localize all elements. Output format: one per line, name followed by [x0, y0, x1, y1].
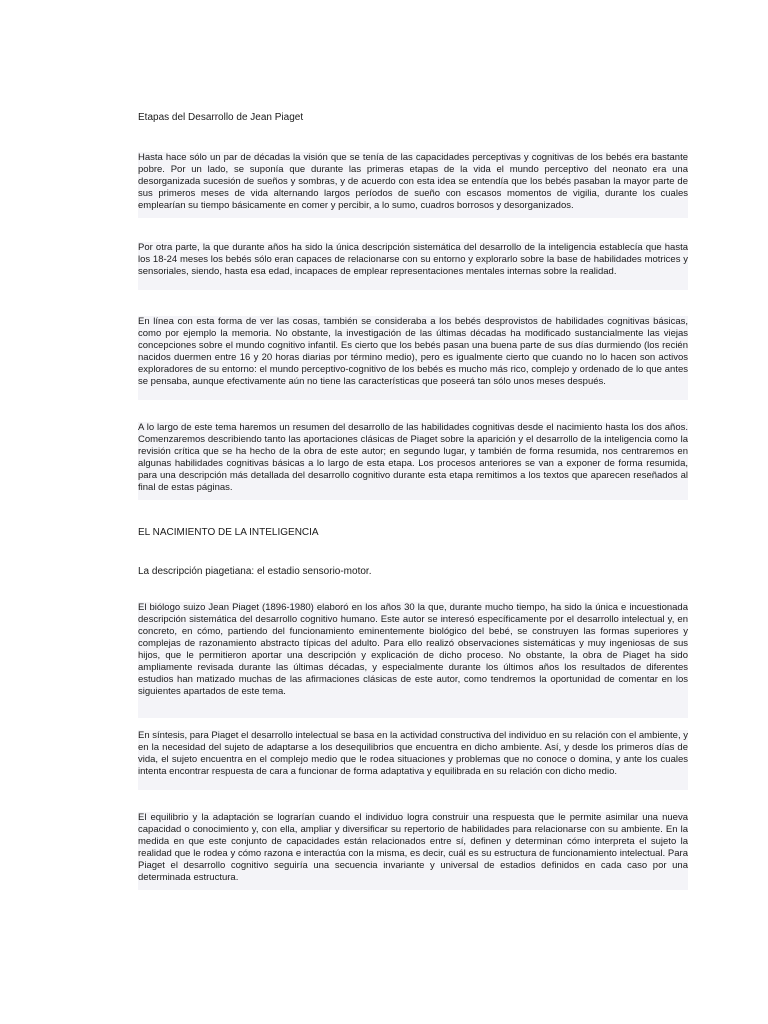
- paragraph-2: Por otra parte, la que durante años ha sido la única descripción sistemática del desarrollo de la inteligencia establecía que hasta los 18-24 meses los bebés sólo eran capaces de relacionarse con su entorno y explorarlo sobre la base de habilidades motrices y sensoriales, siendo, hasta esa edad, incapaces de emplear representaciones mentales internas sobre la realidad.: [138, 242, 688, 290]
- subheading: La descripción piagetiana: el estadio sensorio-motor.: [138, 566, 372, 577]
- section-heading: EL NACIMIENTO DE LA INTELIGENCIA: [138, 527, 319, 538]
- section-paragraph-2: En síntesis, para Piaget el desarrollo intelectual se basa en la actividad constructiva del individuo en su relación con el ambiente, y en la necesidad del sujeto de adaptarse a los desequilibrios que encuentra en dicho ambiente. Así, y desde los primeros días de vida, el sujeto encuentra en el complejo medio que le rodea situaciones y problemas que no conoce o domina, y ante los cuales intenta encontrar respuesta de cara a funcionar de forma adaptativa y equilibrada en su relación con dicho medio.: [138, 730, 688, 790]
- paragraph-4: A lo largo de este tema haremos un resumen del desarrollo de las habilidades cognitivas desde el nacimiento hasta los dos años. Comenzaremos describiendo tanto las aportaciones clásicas de Piaget sobre la aparición y el desarrollo de la inteligencia como la revisión crítica que se ha hecho de la obra de este autor; en segundo lugar, y también de forma resumida, nos centraremos en algunas habilidades cognitivas básicas a lo largo de esta etapa. Los procesos anteriores se van a exponer de forma resumida, para una descripción más detallada del desarrollo cognitivo durante esta etapa remitimos a los textos que aparecen reseñados al final de estas páginas.: [138, 422, 688, 500]
- section-paragraph-3: El equilibrio y la adaptación se lograrían cuando el individuo logra construir una respuesta que le permite asimilar una nueva capacidad o conocimiento y, con ella, ampliar y diversificar su repertorio de habilidades para relacionarse con su ambiente. En la medida en que este conjunto de capacidades están relacionados entre sí, definen y determinan cómo interpreta el sujeto la realidad que le rodea y cómo razona e interactúa con la misma, es decir, cuál es su estructura de funcionamiento intelectual. Para Piaget el desarrollo cognitivo seguiría una secuencia invariante y universal de estadios definidos en cada caso por una determinada estructura.: [138, 812, 688, 890]
- paragraph-1: Hasta hace sólo un par de décadas la visión que se tenía de las capacidades perceptivas y cognitivas de los bebés era bastante pobre. Por un lado, se suponía que durante las primeras etapas de la vida el mundo perceptivo del neonato era una desorganizada sucesión de sueños y sombras, y de acuerdo con esta idea se entendía que los bebés pasaban la mayor parte de sus primeros meses de vida alternando largos períodos de sueño con escasos momentos de vigilia, durante los cuales emplearían su tiempo básicamente en comer y percibir, a lo sumo, cuadros borrosos y desorganizados.: [138, 152, 688, 218]
- section-paragraph-1: El biólogo suizo Jean Piaget (1896-1980) elaboró en los años 30 la que, durante mucho tiempo, ha sido la única e incuestionada descripción sistemática del desarrollo cognitivo humano. Este autor se interesó específicamente por el desarrollo intelectual y, en concreto, en cómo, partiendo del funcionamiento eminentemente biológico del bebé, se construyen las formas superiores y complejas de razonamiento abstracto típicas del adulto. Para ello realizó observaciones sistemáticas y muy ingeniosas de sus hijos, que le permitieron aportar una descripción y explicación de dicho proceso. No obstante, la obra de Piaget ha sido ampliamente revisada durante las últimas décadas, y especialmente durante los últimos años los resultados de diferentes estudios han matizado muchas de las afirmaciones clásicas de este autor, como tendremos la oportunidad de comentar en los siguientes apartados de este tema.: [138, 602, 688, 718]
- paragraph-3: En línea con esta forma de ver las cosas, también se consideraba a los bebés desprovistos de habilidades cognitivas básicas, como por ejemplo la memoria. No obstante, la investigación de las últimas décadas ha modificado sustancialmente las viejas concepciones sobre el mundo cognitivo infantil. Es cierto que los bebés pasan una buena parte de sus días durmiendo (los recién nacidos duermen entre 16 y 20 horas diarias por término medio), pero es igualmente cierto que cuando no lo hacen son activos exploradores de su entorno: el mundo perceptivo-cognitivo de los bebés es mucho más rico, complejo y ordenado de lo que antes se pensaba, aunque efectivamente aún no tiene las características que poseerá tan sólo unos meses después.: [138, 316, 688, 400]
- document-title: Etapas del Desarrollo de Jean Piaget: [138, 112, 304, 123]
